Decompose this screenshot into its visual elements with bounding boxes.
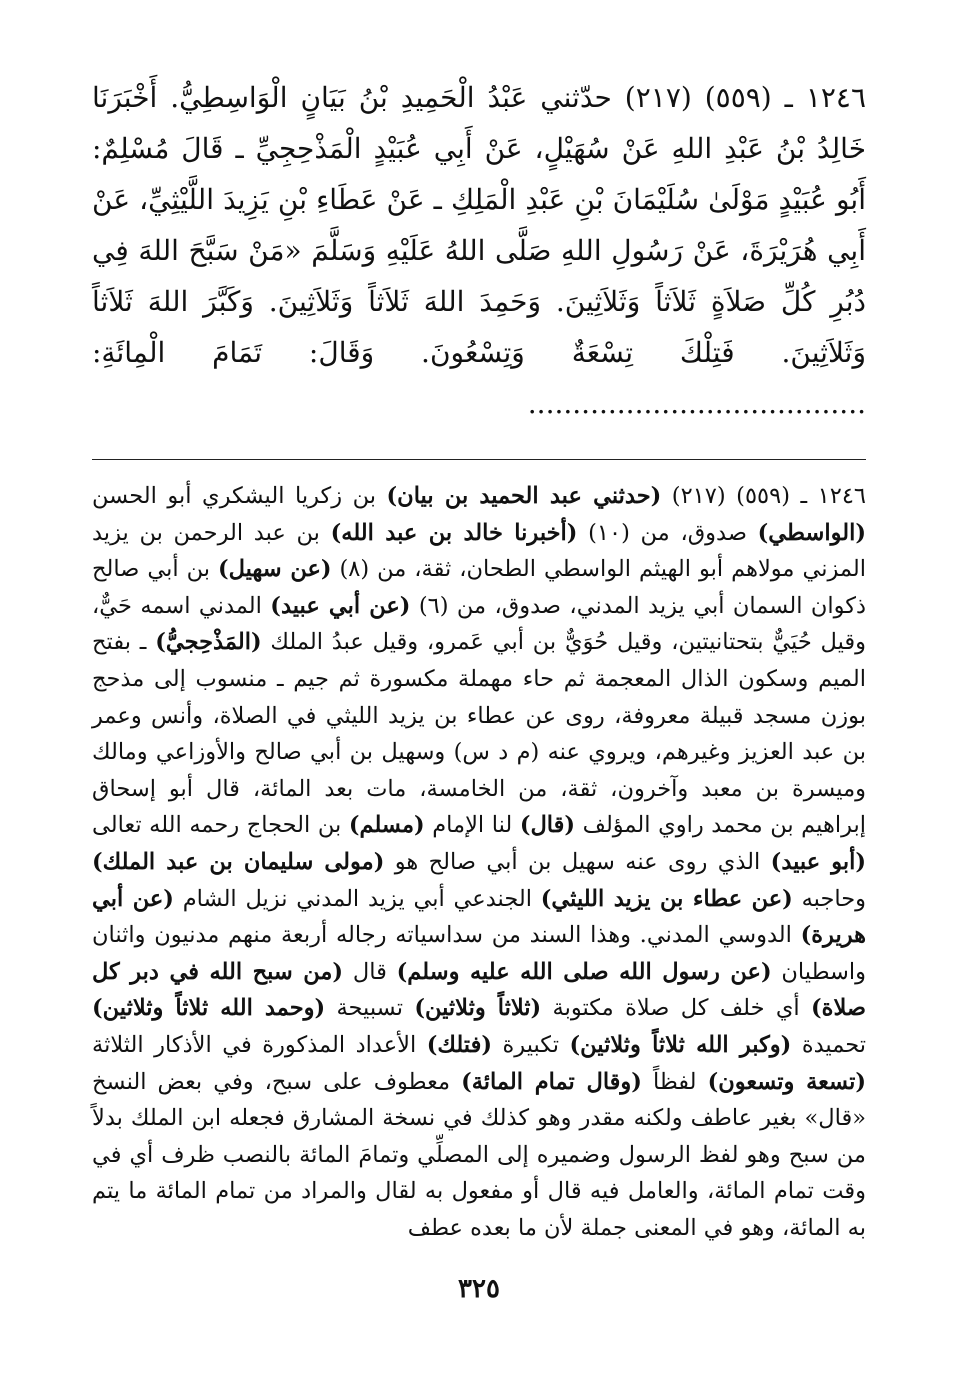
commentary-text: الأعداد المذكورة في الأذكار الثلاثة (92, 1031, 427, 1058)
commentary-text: الجندعي أبي يزيد المدني نزيل الشام (173, 885, 541, 912)
commentary-text: الدوسي المدني. وهذا السند من سداسياته رجاله أربعة منهم مدنيون واثنان واسطيان (92, 922, 867, 985)
quoted-phrase: (وقال تمام المائة) (461, 1068, 642, 1095)
quoted-phrase: (أخبرنا خالد بن عبد الله) (330, 519, 578, 546)
commentary-text: بن زكريا اليشكري أبو الحسن (92, 483, 387, 509)
commentary-text: معطوف على سبح، وفي بعض النسخ «قال» بغير عاطف ولكنه مقدر وهو كذلك في نسخة المشارق فجعله ابن الملك بدلاً من سبح وهو لفظ الرسول وضميره إلى المصلِّي وتمامَ المائة بالنصب ظرف أي في وقت تمام المائة، والعامل فيه قال أو مفعول به لقال والمراد من تمام المائة ما يتم به المائة، وهو في المعنى جملة لأن ما بعده عطف (92, 1068, 866, 1241)
quoted-phrase: (عن عطاء بن يزيد الليثي) (540, 885, 793, 912)
quoted-phrase: (فتلك) (426, 1031, 492, 1058)
page-number: ٣٢٥ (458, 1274, 500, 1304)
quoted-phrase: (عن سهيل) (217, 556, 332, 583)
commentary-text: بن أبي صالح ذكوان السمان أبي يزيد المدني، صدوق، من (٦) (92, 556, 867, 619)
quoted-phrase: (وحمد الله ثلاثاً وثلاثين) (92, 995, 326, 1022)
commentary-text: أي خلف كل صلاة مكتوبة (541, 995, 812, 1022)
quoted-phrase: (مولى سليمان بن عبد الملك) (92, 848, 385, 875)
commentary-text: تسبيحة (325, 995, 415, 1022)
hadith-paragraph: ١٢٤٦ ـ (٥٥٩) (٢١٧) حدّثني عَبْدُ الْحَمِيدِ بْنُ بَيَانٍ الْوَاسِطِيُّ. أَخْبَرَنَا خَالِدُ بْنُ عَبْدِ اللهِ عَنْ سُهَيْلٍ، عَنْ أَبِي عُبَيْدٍ الْمَذْحِجِيِّ ـ قَالَ مُسْلِمٌ: أَبُو عُبَيْدٍ مَوْلَىٰ سُلَيْمَانَ بْنِ عَبْدِ الْمَلِكِ ـ عَنْ عَطَاءِ بْنِ يَزِيدَ اللَّيْثِيِّ، عَنْ أَبِي هُرَيْرَةَ، عَنْ رَسُولِ اللهِ صَلَّى اللهُ عَلَيْهِ وَسَلَّمَ «مَنْ سَبَّحَ اللهَ فِي دُبُرِ كُلِّ صَلاَةٍ ثَلاَثاً وَثَلاَثِينَ. وَحَمِدَ اللهَ ثَلاَثاً وَثَلاَثِينَ. وَكَبَّرَ اللهَ ثَلاَثاً وَثَلاَثِينَ. فَتِلْكَ تِسْعَةٌ وَتِسْعُونَ. وَقَالَ: تَمَامَ الْمِائَةِ: ...................................... (92, 81, 866, 420)
quoted-phrase: (حدثني عبد الحميد بن بيان) (386, 483, 662, 509)
commentary-text: تكبيرة (492, 1031, 570, 1058)
quoted-phrase: (من سبح الله في دبر كل صلاة) (92, 958, 866, 1022)
commentary-text: الذي روى عنه سهيل بن أبي صالح هو (384, 848, 771, 875)
commentary-text: بن الحجاج رحمه الله تعالى (92, 812, 349, 839)
quoted-phrase: (وكبر الله ثلاثاً وثلاثين) (569, 1031, 792, 1058)
hadith-text (92, 72, 866, 429)
quoted-phrase: (مسلم) (348, 812, 425, 839)
quoted-phrase: (عن رسول الله صلى الله عليه وسلم) (396, 958, 772, 985)
commentary-text: لنا الإمام (424, 812, 520, 839)
commentary-text: ١٢٤٦ ـ (٥٥٩) (٢١٧) (661, 483, 866, 509)
commentary-text: المدني اسمه حَيٌّ، وقيل حُيَيٌّ بتحتانيتين، وقيل حُوَيٌّ بن أبي عَمرو، وقيل عبدُ الملك (92, 592, 867, 656)
commentary-paragraph (92, 478, 866, 1246)
commentary-text: صدوق، من (١٠) (577, 519, 758, 546)
quoted-phrase: (تسعة وتسعون) (707, 1068, 867, 1095)
commentary-text: ـ بفتح الميم وسكون الذال المعجمة ثم حاء مهملة مكسورة ثم جيم ـ منسوب إلى مذحج بوزن مسجد قبيلة معروفة، روى عن عطاء بن يزيد الليثي في الصلاة، وأنس وعمر بن عبد العزيز وغيرهم، ويروي عنه (م د س) وسهيل بن أبي صالح والأوزاعي ومالك وميسرة بن معبد وآخرون، ثقة، من الخامسة، مات بعد المائة، قال أبو إسحاق إبراهيم بن محمد راوي المؤلف (92, 629, 866, 839)
footnote-divider (92, 459, 866, 460)
commentary-text: تحميدة (791, 1031, 867, 1058)
quoted-phrase: (ثلاثاً وثلاثين) (414, 995, 542, 1022)
quoted-phrase: (قال) (519, 812, 576, 839)
commentary-text: بن عبد الرحمن بن يزيد المزني مولاهم أبو الهيثم الواسطي الطحان، ثقة، من (٨) (92, 519, 866, 583)
quoted-phrase: (أبو عبيد) (770, 848, 867, 875)
commentary-text: لفظاً (641, 1068, 708, 1095)
quoted-phrase: (المَذْحِجيُّ) (155, 629, 262, 656)
quoted-phrase: (الواسطي) (757, 519, 866, 546)
quoted-phrase: (عن أبي هريرة) (92, 885, 866, 949)
commentary-text: وحاجبه (792, 885, 866, 912)
commentary (92, 478, 866, 1246)
quoted-phrase: (عن أبي عبيد) (270, 592, 411, 619)
commentary-text: قال (343, 958, 397, 985)
